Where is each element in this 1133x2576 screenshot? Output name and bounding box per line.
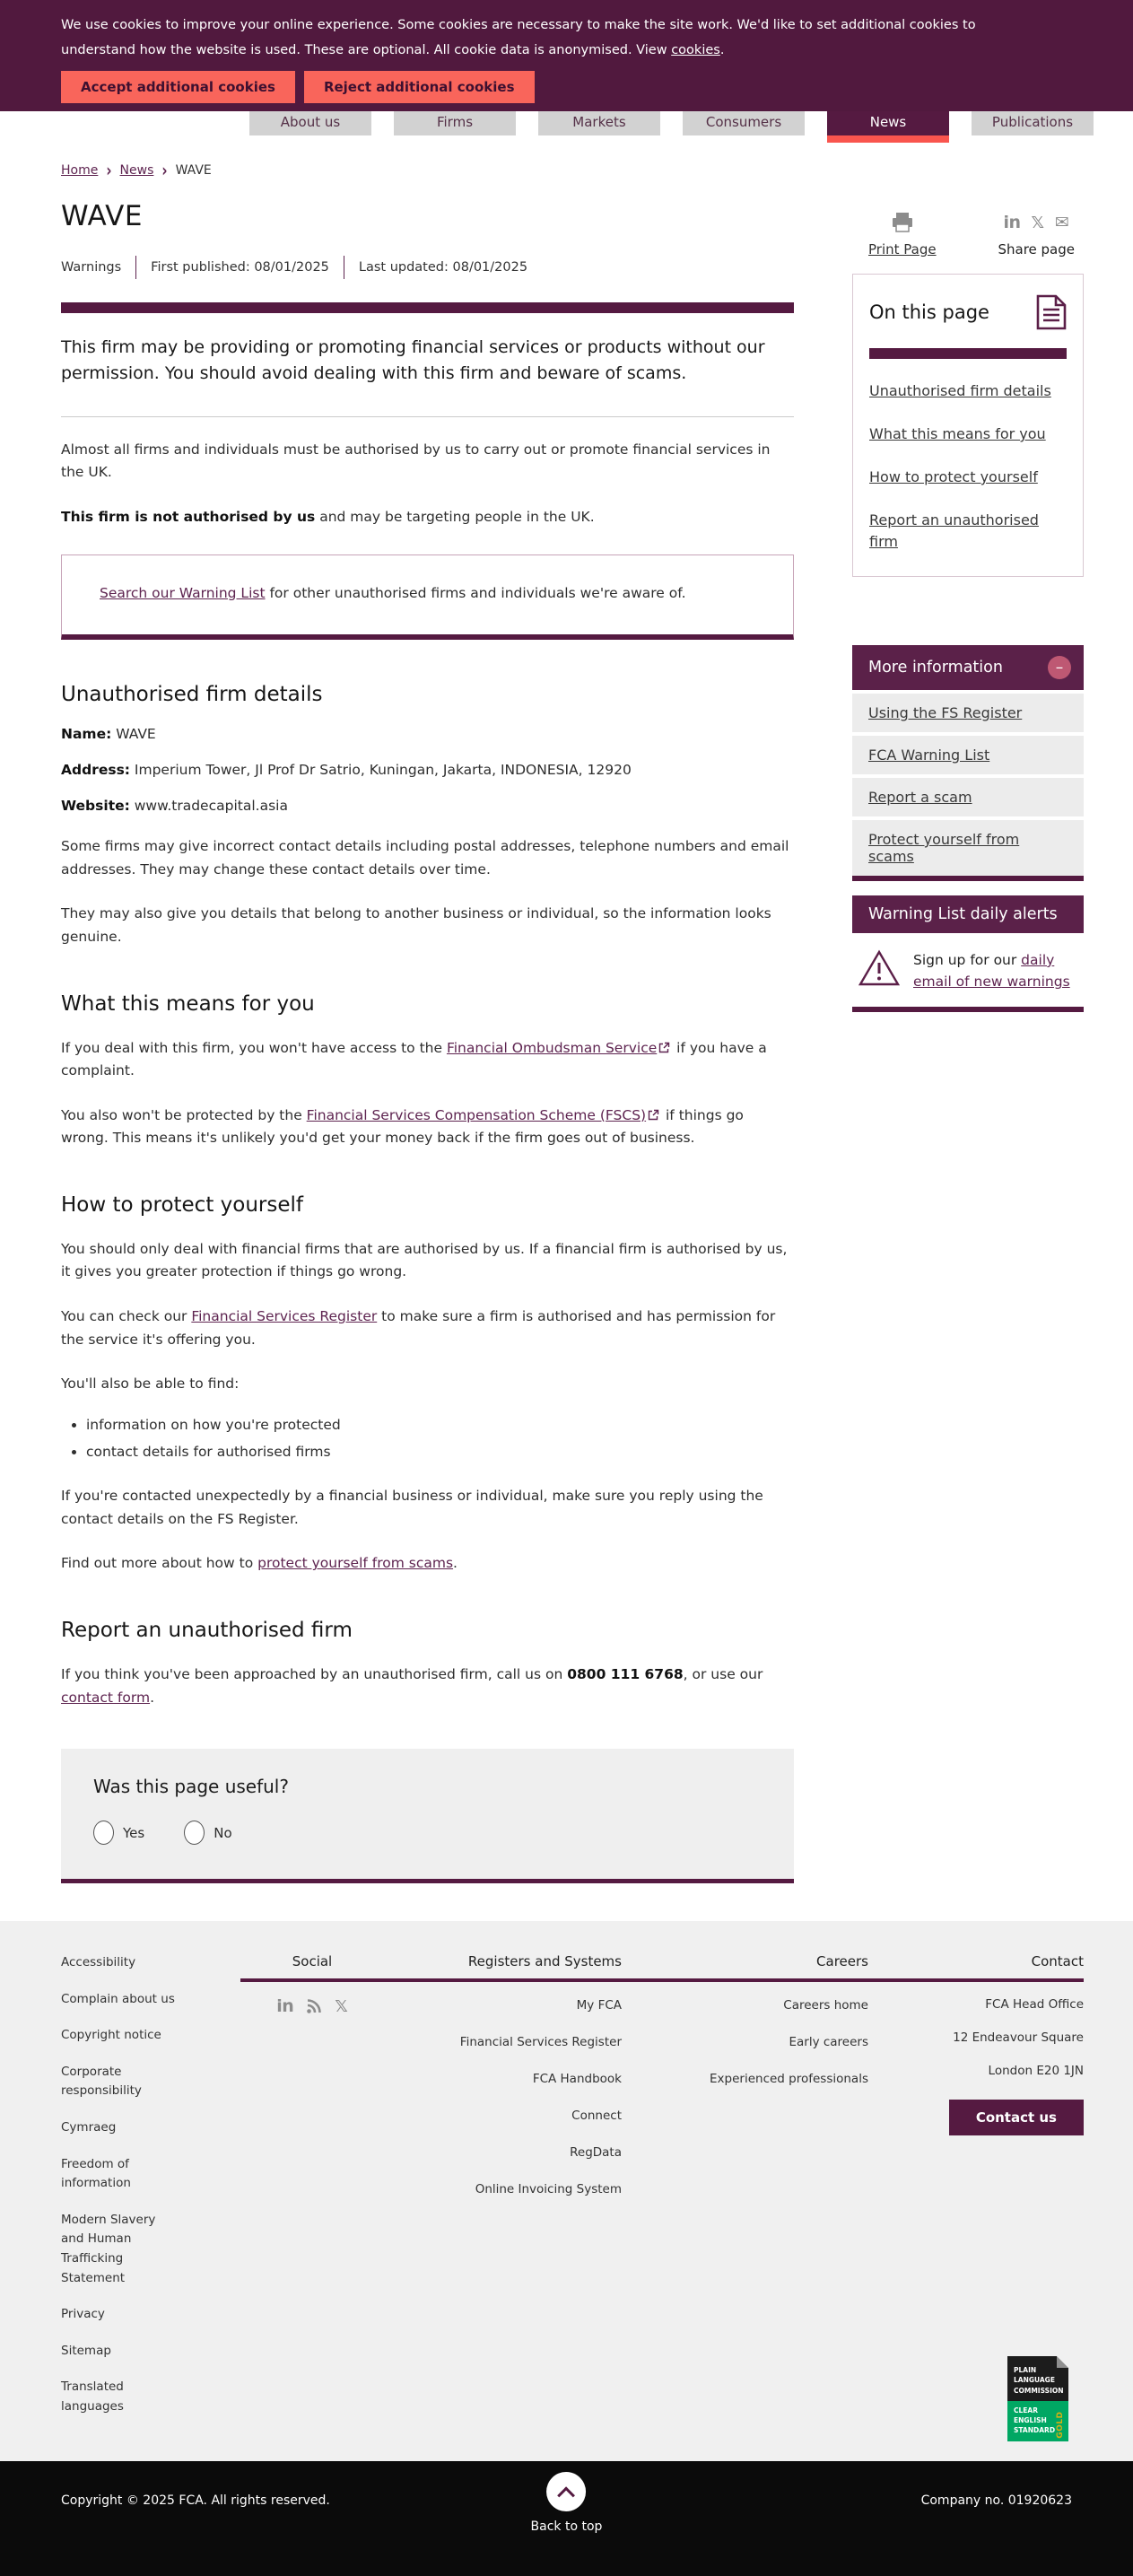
linkedin-icon[interactable]: in	[276, 1996, 294, 2017]
section-heading-protect: How to protect yourself	[61, 1192, 303, 1217]
print-page-link[interactable]: Print Page	[868, 241, 937, 258]
page-actions	[852, 211, 1084, 258]
tab-firms[interactable]: Firms	[394, 80, 516, 135]
protect-scams-link[interactable]: protect yourself from scams	[257, 1555, 454, 1572]
footer-link-sitemap[interactable]: Sitemap	[61, 2343, 111, 2358]
divider	[61, 416, 794, 417]
last-updated: Last updated: 08/01/2025	[358, 260, 528, 275]
intro-paragraph: Almost all firms and individuals must be authorised by us to carry out or promote financial services in the UK.	[61, 441, 771, 481]
yes-label: Yes	[123, 1824, 145, 1841]
company-number: Company no. 01920623	[920, 2493, 1072, 2508]
warning-triangle-icon	[858, 949, 901, 987]
careers-title: Careers	[816, 1953, 868, 1970]
footer-link-connect[interactable]: Connect	[571, 2108, 622, 2123]
contact-us-button[interactable]: Contact us	[949, 2100, 1084, 2135]
reject-cookies-button[interactable]: Reject additional cookies	[304, 71, 535, 103]
protect-bullet-list	[86, 1414, 794, 1464]
list-item	[852, 778, 1084, 816]
badge-bottom-text	[1007, 2401, 1068, 2441]
phone-number: 0800 111 6768	[567, 1665, 684, 1682]
protect-paragraph-4: If you're contacted unexpectedly by a financial business or individual, make sure you reply using the contact details on the FS Register.	[61, 1488, 763, 1527]
on-this-page-link-details[interactable]: Unauthorised firm details	[869, 382, 1051, 399]
means-p1-rest: if you have a complaint.	[61, 1039, 767, 1079]
feedback-no-option[interactable]	[184, 1821, 231, 1845]
footer-social-column	[240, 1953, 384, 2434]
breadcrumb	[61, 162, 1133, 179]
on-this-page-box	[852, 274, 1084, 577]
daily-alerts-text	[913, 949, 1078, 992]
section-heading-details: Unauthorised firm details	[61, 683, 323, 707]
callout-text: for other unauthorised firms and individuals we're aware of.	[265, 584, 686, 601]
footer-registers-column	[384, 1953, 622, 2434]
name-label: Name:	[61, 726, 112, 743]
signup-text: Sign up for our	[913, 952, 1022, 968]
footer-link-translated[interactable]: Translated languages	[61, 2380, 124, 2414]
on-this-page-link-means[interactable]: What this means for you	[869, 425, 1046, 442]
contact-form-link[interactable]: contact form	[61, 1689, 151, 1706]
print-page-action[interactable]	[868, 211, 937, 258]
firm-address-row	[61, 762, 794, 778]
daily-alerts-box	[852, 933, 1084, 1012]
list-item	[852, 736, 1084, 774]
protect-paragraph-1: You should only deal with financial firms that are authorised by us. If a financial firm is authorised by us, it gives you greater protection if things go wrong.	[61, 1240, 788, 1280]
not-authorised-rest: and may be targeting people in the UK.	[315, 509, 595, 525]
tab-about-us[interactable]: About us	[249, 80, 371, 135]
cookies-link[interactable]: cookies	[671, 43, 720, 58]
protect-p5-text: Find out more about how to	[61, 1555, 258, 1572]
accent-bar	[61, 302, 794, 313]
website-label: Website:	[61, 798, 130, 815]
breadcrumb-home-link[interactable]: Home	[61, 163, 99, 178]
contact-line-city: London E20 1JN	[988, 2063, 1084, 2078]
tab-markets[interactable]: Markets	[538, 80, 660, 135]
address-value: Imperium Tower, Jl Prof Dr Satrio, Kuningan, Jakarta, INDONESIA, 12920	[130, 762, 632, 779]
list-item	[852, 820, 1084, 876]
protect-p5-rest: .	[453, 1555, 458, 1572]
section-heading-means: What this means for you	[61, 991, 315, 1016]
site-footer	[0, 1921, 1133, 2461]
footer-link-early-careers[interactable]: Early careers	[789, 2035, 868, 2049]
external-link-icon	[658, 1042, 670, 1053]
contact-line-office: FCA Head Office	[985, 1997, 1084, 2013]
email-icon[interactable]: ✉	[1055, 213, 1069, 232]
fs-register-sidebar-link[interactable]: Using the FS Register	[868, 704, 1023, 721]
contact-line-street: 12 Endeavour Square	[953, 2030, 1084, 2045]
list-item	[852, 694, 1084, 732]
meta-divider	[135, 256, 136, 279]
footer-link-complain[interactable]: Complain about us	[61, 1991, 175, 2006]
footer-link-my-fca[interactable]: My FCA	[576, 1998, 622, 2013]
footer-link-foi[interactable]: Freedom of information	[61, 2156, 131, 2191]
linkedin-icon[interactable]: in	[1003, 213, 1021, 232]
x-twitter-icon[interactable]: 𝕏	[335, 1996, 348, 2016]
main-content	[61, 179, 794, 1883]
back-to-top-label: Back to top	[530, 2519, 603, 2534]
firm-website-row	[61, 798, 794, 814]
registers-title: Registers and Systems	[467, 1953, 622, 1970]
radio-no[interactable]	[184, 1821, 205, 1845]
footer-link-corporate-responsibility[interactable]: Corporate responsibility	[61, 2064, 142, 2099]
means-paragraph-2	[61, 1105, 794, 1150]
firm-name-row	[61, 726, 794, 742]
footer-link-accessibility[interactable]: Accessibility	[61, 1955, 136, 1970]
accent-bar	[240, 1978, 384, 1982]
warning-list-sidebar-link[interactable]: FCA Warning List	[868, 747, 990, 764]
on-this-page-title: On this page	[869, 301, 989, 323]
footer-careers-column	[622, 1953, 868, 2434]
breadcrumb-news-link[interactable]: News	[119, 163, 154, 178]
protect-p2-rest: to make sure a firm is authorised and has permission for the service it's offering you.	[61, 1307, 776, 1348]
more-information-box	[852, 645, 1084, 881]
footer-link-regdata[interactable]: RegData	[570, 2144, 622, 2160]
details-paragraph-1: Some firms may give incorrect contact details including postal addresses, telephone numbers and email addresses. They may change these contact details over time.	[61, 838, 789, 878]
site-header	[0, 0, 1133, 135]
protect-paragraph-2	[61, 1305, 794, 1351]
share-page-action	[998, 211, 1075, 258]
feedback-yes-option[interactable]	[93, 1821, 144, 1845]
category-label: Warnings	[61, 260, 122, 275]
list-item: • information on how you're protected	[86, 1414, 794, 1436]
tab-consumers[interactable]: Consumers	[683, 80, 805, 135]
name-value: WAVE	[111, 726, 156, 743]
footer-link-experienced[interactable]: Experienced professionals	[710, 2071, 868, 2086]
rss-icon[interactable]	[306, 1998, 322, 2014]
report-text-b: , or use our	[683, 1665, 763, 1682]
accent-bar	[622, 1978, 868, 1982]
badge-top-text: PLAIN LANGUAGE COMMISSION	[1007, 2356, 1068, 2401]
protect-paragraph-5	[61, 1552, 794, 1576]
report-text-c: .	[150, 1689, 155, 1706]
means-p2-text: You also won't be protected by the	[61, 1106, 307, 1123]
protect-p2-text: You can check our	[61, 1307, 192, 1324]
social-title: Social	[292, 1953, 333, 1970]
no-label: No	[214, 1824, 232, 1841]
protect-paragraph-3: You'll also be able to find:	[61, 1375, 240, 1393]
details-paragraph-2: They may also give you details that belong to another business or individual, so the information looks genuine.	[61, 905, 771, 946]
fs-register-link[interactable]: Financial Services Register	[191, 1307, 378, 1324]
page-meta	[61, 256, 794, 279]
website-value: www.tradecapital.asia	[129, 798, 288, 815]
means-paragraph-1	[61, 1037, 794, 1083]
list-item: • contact details for authorised firms	[86, 1441, 794, 1463]
share-page-label: Share page	[998, 241, 1075, 258]
cookie-message	[61, 13, 1016, 64]
search-warning-list-link[interactable]: Search our Warning List	[100, 584, 266, 601]
tab-news[interactable]: News	[827, 80, 949, 135]
on-this-page-link-report[interactable]: Report an unauthorised firm	[869, 511, 1039, 550]
collapse-minus-icon[interactable]: –	[1048, 656, 1071, 679]
report-text-a: If you think you've been approached by an unauthorised firm, call us on	[61, 1665, 568, 1682]
footer-link-modern-slavery[interactable]: Modern Slavery and Human Trafficking Statement	[61, 2212, 156, 2285]
accept-cookies-button[interactable]: Accept additional cookies	[61, 71, 295, 103]
more-information-header[interactable]	[852, 645, 1084, 690]
footer-links-column	[61, 1953, 240, 2434]
cookie-message-period: .	[719, 43, 725, 58]
footer-bottom-bar	[0, 2461, 1133, 2576]
badge-clear-english: CLEAR ENGLISH STANDARD	[1014, 2406, 1056, 2435]
plain-language-badge	[1007, 2356, 1068, 2441]
footer-link-invoicing[interactable]: Online Invoicing System	[475, 2181, 622, 2196]
not-authorised-bold: This firm is not authorised by us	[61, 509, 316, 525]
report-paragraph	[61, 1663, 794, 1709]
footer-link-copyright[interactable]: Copyright notice	[61, 2028, 161, 2043]
back-to-top-button[interactable]	[531, 2472, 603, 2534]
section-heading-report: Report an unauthorised firm	[61, 1618, 353, 1642]
radio-yes[interactable]	[93, 1821, 114, 1845]
chevron-right-icon: ›	[106, 160, 112, 181]
more-information-title: More information	[868, 659, 1003, 677]
ombudsman-link[interactable]: Financial Ombudsman Service	[446, 1039, 658, 1056]
accent-bar	[384, 1978, 622, 1982]
means-p2-rest: if things go wrong. This means it's unlikely you'd get your money back if the firm goes out of business.	[61, 1106, 744, 1147]
page-feedback-panel	[61, 1749, 794, 1883]
badge-gold-label: GOLD	[1055, 2411, 1065, 2439]
chevron-right-icon: ›	[161, 160, 168, 181]
footer-link-fs-register[interactable]: Financial Services Register	[459, 2035, 622, 2049]
external-link-icon	[648, 1109, 659, 1121]
accent-bar	[869, 348, 1067, 359]
daily-email-link[interactable]: daily email of new warnings	[913, 952, 1070, 991]
copyright-text: Copyright © 2025 FCA. All rights reserved.	[61, 2493, 330, 2508]
footer-link-privacy[interactable]: Privacy	[61, 2307, 105, 2322]
footer-link-cymraeg[interactable]: Cymraeg	[61, 2120, 117, 2135]
back-to-top-circle[interactable]	[546, 2472, 586, 2511]
warning-lead: This firm may be providing or promoting financial services or products without our permission. You should avoid dealing with this firm and beware of scams.	[61, 337, 765, 384]
page-title: WAVE	[61, 200, 143, 232]
warning-list-callout	[61, 554, 794, 641]
daily-alerts-header: Warning List daily alerts	[852, 895, 1084, 933]
address-label: Address:	[61, 762, 130, 779]
report-scam-sidebar-link[interactable]: Report a scam	[868, 789, 972, 806]
cookie-message-text: We use cookies to improve your online experience. Some cookies are necessary to make the site work. We'd like to set additional cookies to understand how the website is used. These are optional. All cookie data is anonymised. View	[61, 18, 976, 58]
chevron-up-icon	[558, 2486, 576, 2504]
x-twitter-icon[interactable]: 𝕏	[1031, 213, 1045, 232]
on-this-page-link-protect[interactable]: How to protect yourself	[869, 468, 1038, 485]
first-published: First published: 08/01/2025	[151, 260, 329, 275]
means-p1-text: If you deal with this firm, you won't have access to the	[61, 1039, 447, 1056]
cookie-banner	[0, 0, 1133, 111]
sidebar	[852, 179, 1084, 1012]
document-icon	[1036, 294, 1067, 330]
fscs-link[interactable]: Financial Services Compensation Scheme (FSCS)	[306, 1106, 647, 1123]
accent-bar	[868, 1978, 1084, 1982]
tab-publications[interactable]: Publications	[972, 80, 1094, 135]
breadcrumb-current: WAVE	[175, 163, 212, 178]
footer-link-handbook[interactable]: FCA Handbook	[532, 2071, 622, 2086]
protect-scams-sidebar-link[interactable]: Protect yourself from scams	[868, 831, 1020, 865]
feedback-question: Was this page useful?	[93, 1776, 289, 1798]
not-authorised-paragraph	[61, 506, 794, 529]
printer-icon	[868, 211, 937, 234]
footer-link-careers-home[interactable]: Careers home	[783, 1998, 868, 2013]
contact-title: Contact	[1031, 1953, 1084, 1970]
